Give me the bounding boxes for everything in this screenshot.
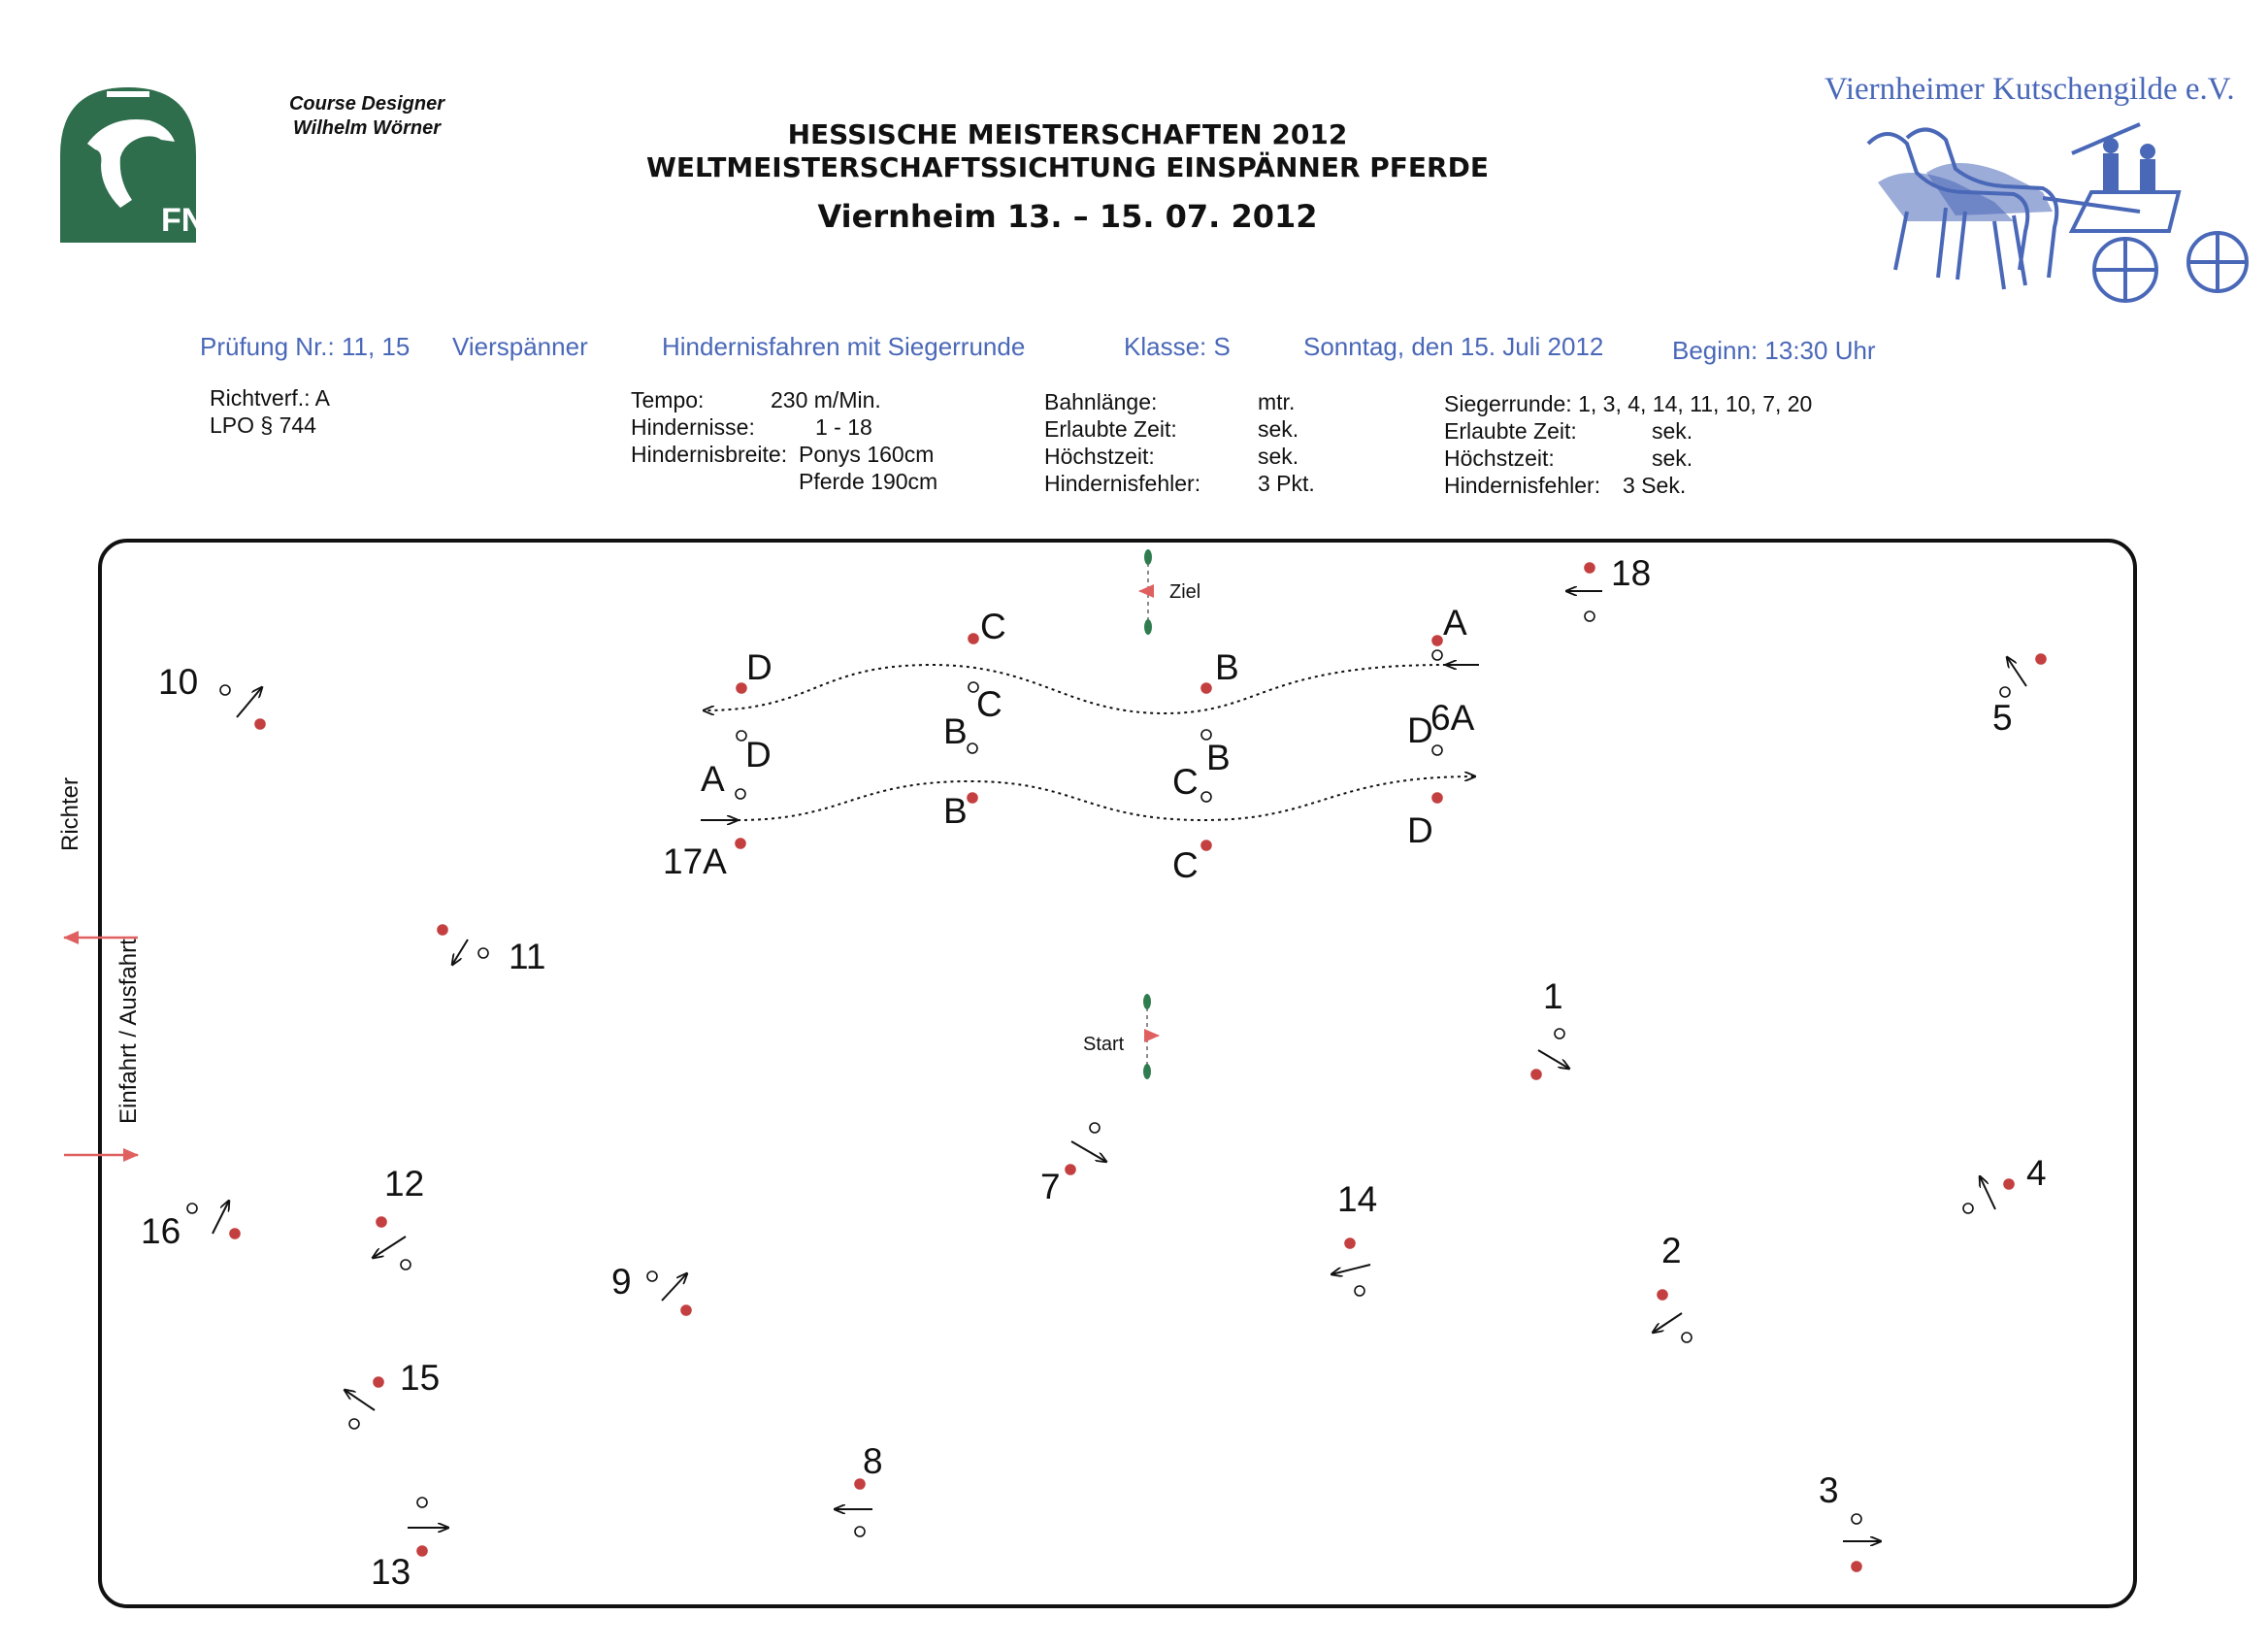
gate-6D-letter: D bbox=[746, 647, 772, 687]
obstacle-2-red-cone bbox=[1658, 1290, 1667, 1300]
bahnlaenge-unit: mtr. bbox=[1258, 389, 1296, 414]
sieger-hoechst-unit: sek. bbox=[1652, 445, 1693, 471]
obstacle-15-white-cone bbox=[349, 1419, 359, 1429]
obstacle-1-red-cone bbox=[1531, 1070, 1541, 1079]
obstacle-2-white-cone bbox=[1682, 1333, 1692, 1342]
breite-ponys: Ponys 160cm bbox=[799, 442, 935, 467]
obstacle-10-number: 10 bbox=[158, 662, 199, 702]
obstacle-5-red-cone bbox=[2036, 654, 2046, 664]
obstacle-13-number: 13 bbox=[371, 1552, 411, 1592]
gate-17B-white-cone bbox=[968, 743, 977, 753]
info-beginn: Beginn: 13:30 Uhr bbox=[1672, 336, 1876, 365]
obstacle-9-number: 9 bbox=[611, 1262, 632, 1302]
finish-line bbox=[1139, 549, 1200, 635]
hindernisse-value: 1 - 18 bbox=[815, 414, 872, 440]
lpo: LPO § 744 bbox=[210, 412, 316, 438]
obstacle-5-number: 5 bbox=[1992, 698, 2013, 738]
gate-17B-upper-letter: B bbox=[943, 711, 968, 751]
sieger-erlaubte-unit: sek. bbox=[1652, 418, 1693, 444]
obstacle-12-number: 12 bbox=[384, 1164, 425, 1204]
obstacle-18-red-cone bbox=[1585, 563, 1594, 573]
gate-6D-lower-letter: D bbox=[745, 735, 772, 775]
obstacle-10-direction-arrow bbox=[237, 687, 262, 717]
obstacle-2-direction-arrow bbox=[1653, 1313, 1682, 1333]
obstacle-4-white-cone bbox=[1963, 1204, 1973, 1213]
obstacle-11-number: 11 bbox=[509, 937, 546, 976]
arena-border bbox=[100, 541, 2135, 1606]
tempo-value: 230 m/Min. bbox=[771, 387, 881, 412]
obstacle-7-direction-arrow bbox=[1071, 1141, 1106, 1162]
sieger-erlaubte-label: Erlaubte Zeit: bbox=[1444, 418, 1577, 444]
obstacle-9-direction-arrow bbox=[662, 1273, 687, 1301]
obstacle-2-number: 2 bbox=[1661, 1231, 1682, 1270]
gate-6B-letter: B bbox=[1215, 647, 1239, 687]
obstacle-6A-number: 6A bbox=[1430, 698, 1475, 738]
ziel-label: Ziel bbox=[1169, 581, 1201, 603]
obstacle-14-number: 14 bbox=[1337, 1179, 1378, 1219]
obstacle-16-direction-arrow bbox=[213, 1201, 229, 1234]
gate-17C-white-cone bbox=[1201, 792, 1211, 802]
obstacle-18-white-cone bbox=[1585, 611, 1594, 621]
obstacle-15-direction-arrow bbox=[345, 1390, 375, 1410]
obstacle-7-red-cone bbox=[1066, 1165, 1075, 1174]
obstacle-16-white-cone bbox=[187, 1204, 197, 1213]
hoechst-label: Höchstzeit: bbox=[1044, 444, 1155, 469]
obstacle-16-number: 16 bbox=[141, 1211, 181, 1251]
info-art: Hindernisfahren mit Siegerrunde bbox=[662, 332, 1026, 361]
start-line bbox=[1083, 994, 1159, 1079]
obstacle-13-white-cone bbox=[417, 1498, 427, 1507]
gate-6A-letter: A bbox=[1443, 603, 1467, 643]
bahnlaenge-label: Bahnlänge: bbox=[1044, 389, 1158, 414]
gate-17C-lower-letter: C bbox=[1172, 845, 1199, 885]
obstacle-18-number: 18 bbox=[1611, 553, 1652, 593]
obstacle-7-number: 7 bbox=[1040, 1167, 1061, 1206]
gate-17D-lower-letter: D bbox=[1407, 810, 1433, 850]
gate-6A-white-cone bbox=[1432, 650, 1442, 660]
obstacle-11-white-cone bbox=[478, 948, 488, 958]
info-pruefung: Prüfung Nr.: 11, 15 bbox=[200, 332, 411, 361]
obstacle-17A-number: 17A bbox=[663, 841, 727, 881]
sieger-fehler-label: Hindernisfehler: bbox=[1444, 473, 1601, 498]
obstacle-9-white-cone bbox=[647, 1271, 657, 1281]
hoechst-unit: sek. bbox=[1258, 444, 1299, 469]
obstacle-12-white-cone bbox=[401, 1260, 411, 1270]
gate-17C-letter: C bbox=[1172, 762, 1199, 802]
obstacle-16-red-cone bbox=[230, 1229, 240, 1238]
gate-17D-letter: D bbox=[1407, 710, 1433, 750]
info-datum: Sonntag, den 15. Juli 2012 bbox=[1303, 332, 1604, 361]
obstacle-1-number: 1 bbox=[1543, 976, 1563, 1016]
obstacle-14-red-cone bbox=[1345, 1238, 1355, 1248]
gate-17A-letter: A bbox=[701, 759, 725, 799]
designer-title: Course Designer bbox=[288, 93, 445, 115]
erlaubte-unit: sek. bbox=[1258, 416, 1299, 442]
gate-6D-red-cone bbox=[737, 683, 746, 693]
title-line-2: WELTMEISTERSCHAFTSSICHTUNG EINSPÄNNER PFERDE bbox=[646, 151, 1489, 183]
obstacle-3-white-cone bbox=[1852, 1514, 1861, 1524]
erlaubte-label: Erlaubte Zeit: bbox=[1044, 416, 1177, 442]
richter-label: Richter bbox=[57, 776, 83, 851]
obstacle-4-red-cone bbox=[2004, 1179, 2014, 1189]
obstacle-5-white-cone bbox=[2000, 687, 2010, 697]
designer-name: Wilhelm Wörner bbox=[292, 117, 442, 139]
gate-17B-letter: B bbox=[943, 791, 968, 831]
obstacle-8-number: 8 bbox=[863, 1441, 883, 1481]
obstacle-3-number: 3 bbox=[1819, 1470, 1839, 1510]
hindernisse-label: Hindernisse: bbox=[631, 414, 755, 440]
obstacle-4-number: 4 bbox=[2026, 1153, 2047, 1193]
obstacle-12-red-cone bbox=[377, 1217, 386, 1227]
start-label: Start bbox=[1083, 1034, 1125, 1055]
tempo-label: Tempo: bbox=[631, 387, 705, 412]
gate-17C-red-cone bbox=[1201, 841, 1211, 850]
obstacle-9-red-cone bbox=[681, 1305, 691, 1315]
gate-17B-red-cone bbox=[968, 793, 977, 803]
title-line-1: HESSISCHE MEISTERSCHAFTEN 2012 bbox=[787, 118, 1348, 150]
gate-17D-white-cone bbox=[1432, 745, 1442, 755]
obstacle-12-direction-arrow bbox=[373, 1237, 406, 1258]
obstacle-4-direction-arrow bbox=[1980, 1176, 1995, 1209]
richtverfahren: Richtverf.: A bbox=[210, 385, 330, 411]
serpentine-path-17 bbox=[738, 776, 1475, 820]
sieger-hoechst-label: Höchstzeit: bbox=[1444, 445, 1555, 471]
breite-pferde: Pferde 190cm bbox=[799, 469, 938, 494]
breite-label: Hindernisbreite: bbox=[631, 442, 788, 467]
obstacle-14-direction-arrow bbox=[1331, 1265, 1370, 1274]
gate-17A-red-cone bbox=[736, 839, 745, 848]
gate-6C-lower-letter: C bbox=[976, 684, 1003, 724]
obstacle-10-white-cone bbox=[220, 685, 230, 695]
obstacle-3-red-cone bbox=[1852, 1562, 1861, 1571]
gate-17D-red-cone bbox=[1432, 793, 1442, 803]
info-klasse: Klasse: S bbox=[1124, 332, 1231, 361]
serpentine-path-6 bbox=[704, 665, 1446, 713]
gate-6A-red-cone bbox=[1432, 636, 1442, 645]
obstacle-14-white-cone bbox=[1355, 1286, 1364, 1296]
sieger-fehler-value: 3 Sek. bbox=[1623, 473, 1687, 498]
fehler-label: Hindernisfehler: bbox=[1044, 471, 1201, 496]
obstacle-7-white-cone bbox=[1090, 1123, 1100, 1133]
gate-6B-lower-letter: B bbox=[1206, 738, 1231, 777]
obstacle-11-red-cone bbox=[438, 925, 447, 935]
gate-6B-red-cone bbox=[1201, 683, 1211, 693]
obstacle-15-number: 15 bbox=[400, 1358, 441, 1398]
gate-6C-red-cone bbox=[969, 634, 978, 643]
logo-text: FN bbox=[161, 202, 206, 239]
obstacle-8-white-cone bbox=[855, 1527, 865, 1536]
gate-17A-white-cone bbox=[736, 789, 745, 799]
obstacle-1-white-cone bbox=[1555, 1029, 1564, 1039]
obstacle-1-direction-arrow bbox=[1538, 1050, 1569, 1069]
obstacle-13-red-cone bbox=[417, 1546, 427, 1556]
einfahrt-label: Einfahrt / Ausfahrt bbox=[115, 939, 142, 1124]
obstacle-15-red-cone bbox=[374, 1377, 383, 1387]
obstacle-10-red-cone bbox=[255, 719, 265, 729]
info-gespann: Vierspänner bbox=[452, 332, 588, 361]
club-name: Viernheimer Kutschengilde e.V. bbox=[1824, 72, 2235, 107]
title-line-3: Viernheim 13. – 15. 07. 2012 bbox=[817, 198, 1318, 235]
obstacle-5-direction-arrow bbox=[2007, 657, 2026, 686]
gate-6C-letter: C bbox=[980, 607, 1006, 646]
fehler-value: 3 Pkt. bbox=[1258, 471, 1315, 496]
siegerrunde: Siegerrunde: 1, 3, 4, 14, 11, 10, 7, 20 bbox=[1444, 391, 1813, 416]
obstacle-11-direction-arrow bbox=[452, 940, 468, 965]
